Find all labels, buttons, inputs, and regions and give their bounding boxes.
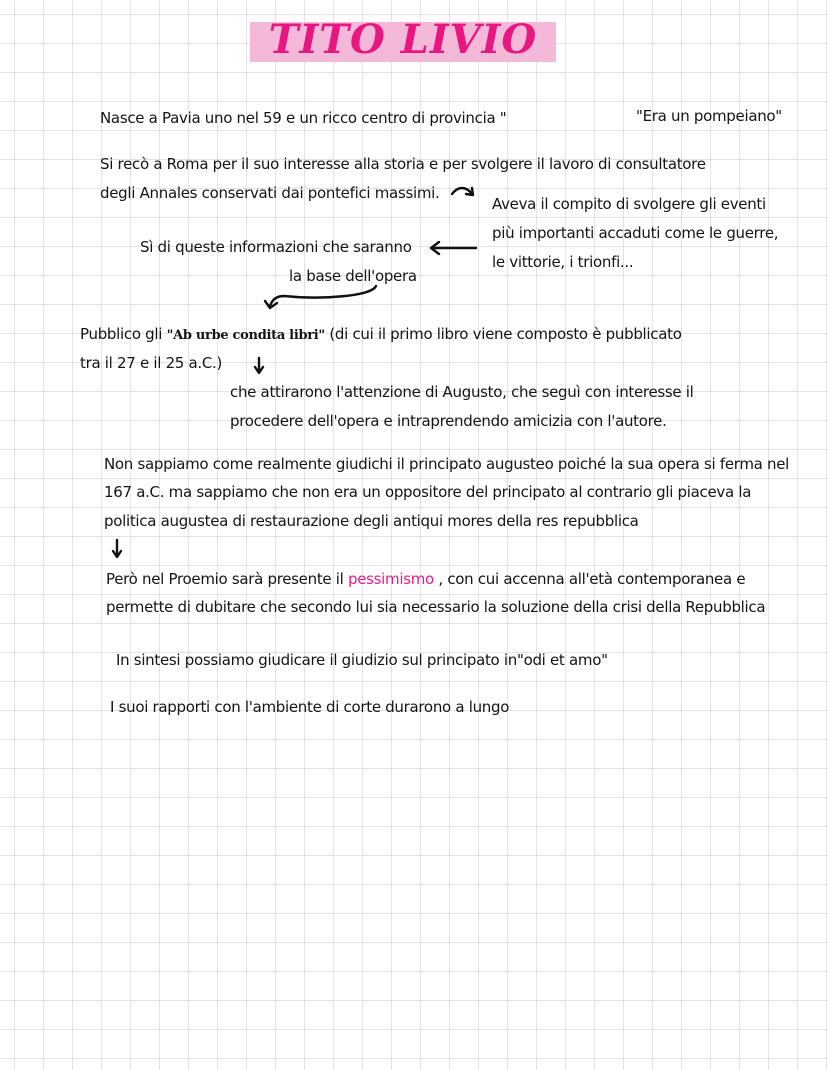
work-title: "Ab urbe condita libri" [166,328,325,343]
curved-arrow-down-icon [262,282,382,312]
principato-line-3: politica augustea di restaurazione degli antiqui mores della res repubblica [104,512,639,530]
info-line-2: la base dell'opera [289,267,417,285]
principato-line-2: 167 a.C. ma sappiamo che non era un oppositore del principato al contrario gli piaceva la [104,483,752,501]
arrow-down-icon [252,356,266,376]
keyword-pessimismo: pessimismo [348,570,434,588]
info-line-1: Sì di queste informazioni che saranno [140,238,412,256]
pompeiano-note: "Era un pompeiano" [636,107,782,125]
proemio-text: Però nel Proemio sarà presente il [106,570,348,588]
curved-arrow-right-icon [450,184,480,202]
proemio-line-2: permette di dubitare che secondo lui sia necessario la soluzione della crisi della Repubblica [106,598,766,616]
birth-line: Nasce a Pavia uno nel 59 e un ricco centro di provincia " [100,109,507,127]
annales-line: degli Annales conservati dai pontefici massimi. [100,184,440,202]
augusto-line-1: che attirarono l'attenzione di Augusto, che seguì con interesse il [230,383,694,401]
arrow-down-icon [110,538,124,560]
proemio-line-1 [106,565,745,594]
pubblico-line [80,320,682,350]
side-note-line-1: Aveva il compito di svolgere gli eventi [492,195,766,213]
side-note-line-3: le vittorie, i trionfi... [492,253,634,271]
arrow-left-icon [428,240,478,256]
augusto-line-2: procedere dell'opera e intraprendendo amicizia con l'autore. [230,412,667,430]
pubblico-text-cont: (di cui il primo libro viene composto è pubblicato [324,325,682,343]
side-note-line-2: più importanti accaduti come le guerre, [492,224,779,242]
principato-line-1: Non sappiamo come realmente giudichi il principato augusteo poiché la sua opera si ferma nel [104,455,790,473]
date-line: tra il 27 e il 25 a.C.) [80,354,223,372]
page-title: TITO LIVIO [268,16,538,63]
sintesi-line: In sintesi possiamo giudicare il giudizio sul principato in"odi et amo" [116,651,608,669]
pubblico-text: Pubblico gli [80,325,167,343]
proemio-text-cont: , con cui accenna all'età contemporanea e [433,570,746,588]
rome-line: Si recò a Roma per il suo interesse alla storia e per svolgere il lavoro di consultatore [100,155,706,173]
rapporti-line: I suoi rapporti con l'ambiente di corte durarono a lungo [110,698,510,716]
